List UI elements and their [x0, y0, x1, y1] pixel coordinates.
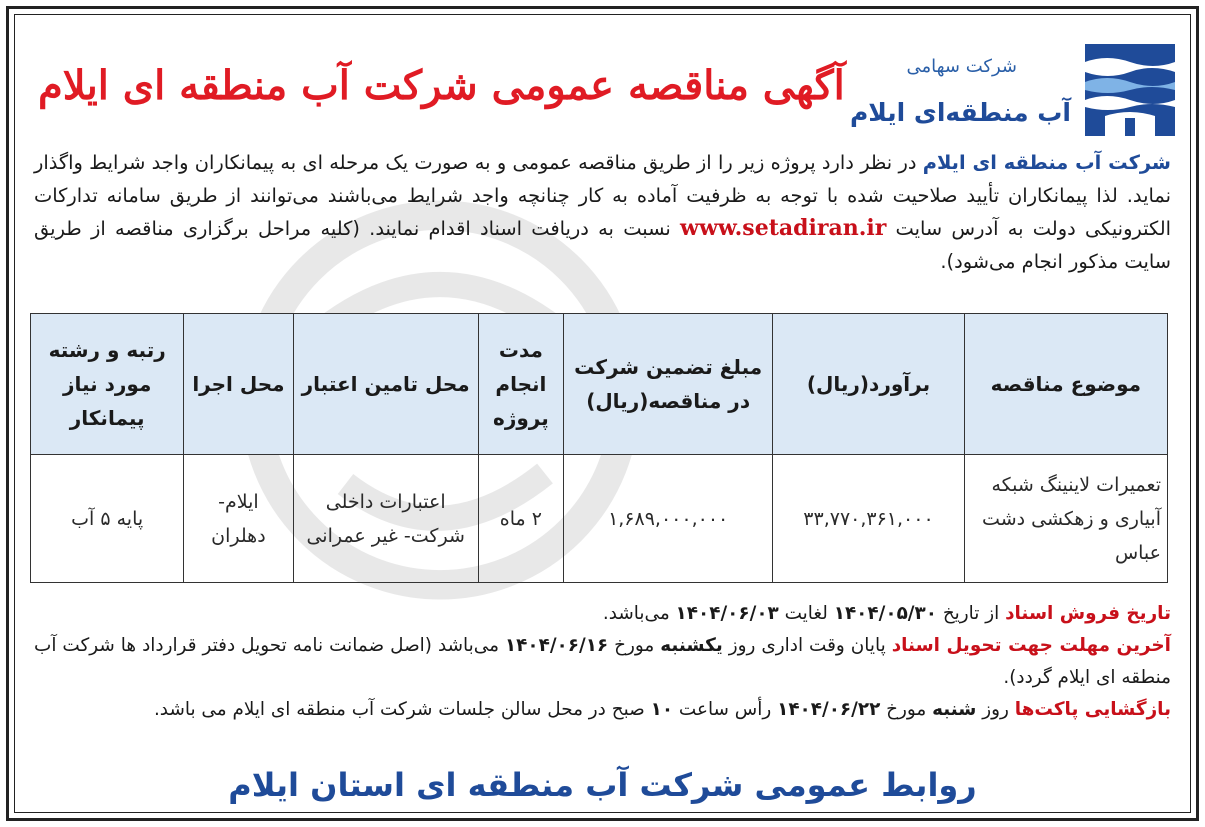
- sale-end-date: ۱۴۰۴/۰۶/۰۳: [675, 603, 779, 624]
- intro-paragraph: [34, 146, 1171, 278]
- col-subject: موضوع مناقصه: [964, 314, 1167, 455]
- intro-company: شرکت آب منطقه ای ایلام: [922, 151, 1172, 174]
- col-estimate: برآورد(ریال): [773, 314, 964, 455]
- opening-hour: ۱۰: [650, 699, 674, 720]
- col-funding: محل تامین اعتبار: [293, 314, 478, 455]
- table-header-row: [31, 314, 1168, 455]
- sale-from-text: از تاریخ: [936, 603, 1006, 624]
- company-name: آب منطقه‌ای ایلام: [849, 98, 1071, 127]
- col-guarantee: مبلغ تضمین شرکت در مناقصه(ریال): [563, 314, 772, 455]
- opening-line: [34, 694, 1171, 726]
- cell-grade: پایه ۵ آب: [31, 455, 184, 583]
- table-row: [31, 455, 1168, 583]
- opening-text-1: روز: [976, 699, 1015, 720]
- cell-estimate: ۳۳,۷۷۰,۳۶۱,۰۰۰: [773, 455, 964, 583]
- col-duration: مدت انجام پروژه: [478, 314, 563, 455]
- sale-until-text: لغایت: [778, 603, 834, 624]
- intro-text-1: در نظر دارد پروژه زیر را از طریق مناقصه عمومی و به صورت یک مرحله ای به پیمانکاران واجد شرایط واگذار نماید. لذا پیمانکاران تأیید صلاحیت شده با توجه به ظرفیت آماده به کار چنانچه واجد شرایط می‌باشند می‌توانند از طریق سامانه تدارکات الکترونیکی دولت به آدرس سایت: [34, 151, 1171, 240]
- company-type: شرکت سهامی: [906, 56, 1017, 77]
- deadline-label: آخرین مهلت جهت تحویل اسناد: [891, 635, 1171, 656]
- website-link[interactable]: www.setadiran.ir: [680, 215, 887, 241]
- opening-text-3: رأس ساعت: [673, 699, 778, 720]
- header: [30, 30, 1175, 140]
- footer-signature: روابط عمومی شرکت آب منطقه ای استان ایلام: [228, 766, 977, 804]
- col-location: محل اجرا: [184, 314, 293, 455]
- opening-text-2: مورخ: [880, 699, 933, 720]
- water-company-logo-icon: [1085, 44, 1175, 136]
- opening-label: بازگشایی پاکت‌ها: [1014, 699, 1171, 720]
- col-grade: رتبه و رشته مورد نیاز پیمانکار: [31, 314, 184, 455]
- deadline-date: ۱۴۰۴/۰۶/۱۶: [504, 635, 609, 656]
- cell-guarantee: ۱,۶۸۹,۰۰۰,۰۰۰: [563, 455, 772, 583]
- details-section: [34, 598, 1171, 726]
- page-title: آگهی مناقصه عمومی شرکت آب منطقه ای ایلام: [38, 62, 845, 109]
- deadline-text-1: پایان وقت اداری روز: [722, 635, 892, 656]
- cell-location: ایلام- دهلران: [184, 455, 293, 583]
- opening-date: ۱۴۰۴/۰۶/۲۲: [777, 699, 881, 720]
- sale-start-date: ۱۴۰۴/۰۵/۳۰: [833, 603, 937, 624]
- sale-dates-line: [34, 598, 1171, 630]
- tender-table: [30, 313, 1168, 583]
- deadline-text-2: مورخ: [608, 635, 661, 656]
- sale-suffix-text: می‌باشد.: [602, 603, 676, 624]
- opening-text-4: صبح در محل سالن جلسات شرکت آب منطقه ای ایلام می باشد.: [153, 699, 651, 720]
- deadline-text-3: می‌باشد (اصل ضمانت نامه تحویل دفتر قرارداد ها شرکت آب منطقه ای ایلام گردد).: [34, 635, 1171, 688]
- cell-duration: ۲ ماه: [478, 455, 563, 583]
- deadline-day: یکشنبه: [660, 635, 723, 656]
- opening-day: شنبه: [932, 699, 977, 720]
- sale-label: تاریخ فروش اسناد: [1005, 603, 1171, 624]
- intro-text-2: نسبت به دریافت اسناد اقدام نمایند. (کلیه مراحل برگزاری مناقصه از طریق سایت مذکور انجام می‌شود).: [34, 217, 1171, 273]
- cell-subject: تعمیرات لاینینگ شبکه آبیاری و زهکشی دشت عباس: [964, 455, 1167, 583]
- deadline-line: [34, 630, 1171, 694]
- cell-funding: اعتبارات داخلی شرکت- غیر عمرانی: [293, 455, 478, 583]
